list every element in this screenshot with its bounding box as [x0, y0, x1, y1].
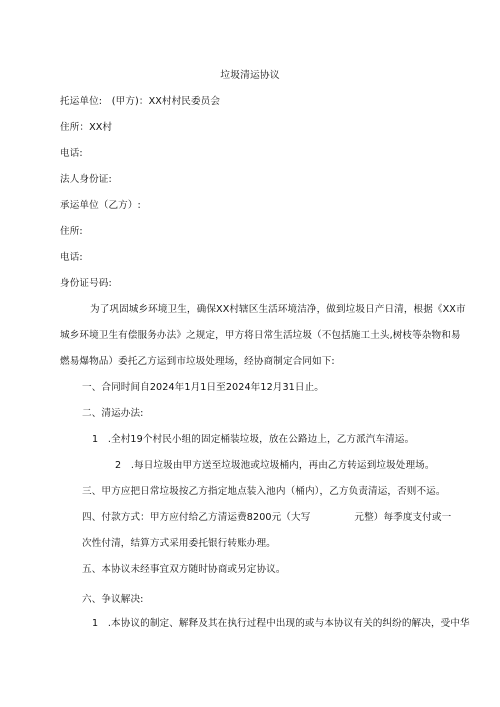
clause-6: 六、争议解决:: [82, 594, 144, 605]
field-carrier: 承运单位（乙方）:: [60, 200, 141, 211]
clause-1: 一、合同时间自2024年1月1日至2024年12月31日止。: [82, 382, 324, 393]
intro-line-2: 城乡环境卫生有偿服务办法》之规定，甲方将日常生活垃圾（不包括施工土头,树枝等杂物和易: [60, 330, 461, 341]
clause-2-item-1: 1 .全村19个村民小组的固定桶装垃圾，放在公路边上，乙方派汽车清运。: [92, 434, 415, 445]
clause-4-line-1: [82, 512, 452, 524]
field-carrier-address: 住所:: [60, 226, 83, 237]
intro-line-3: 燃易爆物品）委托乙方运到市垃圾处理场，经协商制定合同如下:: [60, 356, 335, 367]
clause-4-line-2: 次性付清，结算方式采用委托银行转账办理。: [82, 538, 276, 549]
clause-4-part-a: 四、付款方式：甲方应付给乙方清运费8200元（大写: [82, 512, 311, 523]
field-legal-person-id: 法人身份证:: [60, 174, 112, 185]
clause-3: 三、甲方应把日常垃圾按乙方指定地点装入池内（桶内），乙方负责清运，否则不运。: [82, 486, 446, 497]
clause-2-item-2: 2 .每日垃圾由甲方送至垃圾池或垃圾桶内，再由乙方转运到垃圾处理场。: [115, 460, 435, 471]
field-consignor-phone: 电话:: [60, 148, 83, 159]
field-id-number: 身份证号码:: [60, 278, 112, 289]
document-title: 垃圾清运协议: [220, 70, 280, 81]
field-consignor: 托运单位: (甲方)：XX村村民委员会: [60, 96, 221, 107]
clause-2: 二、清运办法:: [82, 408, 144, 419]
field-consignor-address: 住所：XX村: [60, 122, 113, 133]
clause-5: 五、本协议未经事宜双方随时协商或另定协议。: [82, 564, 286, 575]
intro-line-1: 为了巩固城乡环境卫生，确保XX村辖区生活环境洁净，做到垃圾日产日清，根据《XX市: [90, 304, 466, 315]
clause-6-item-1: 1 .本协议的制定、解释及其在执行过程中出现的或与本协议有关的纠纷的解决，受中华: [92, 618, 470, 629]
field-carrier-phone: 电话:: [60, 252, 83, 263]
clause-4-part-b: 元整）每季度支付或一: [354, 512, 452, 523]
